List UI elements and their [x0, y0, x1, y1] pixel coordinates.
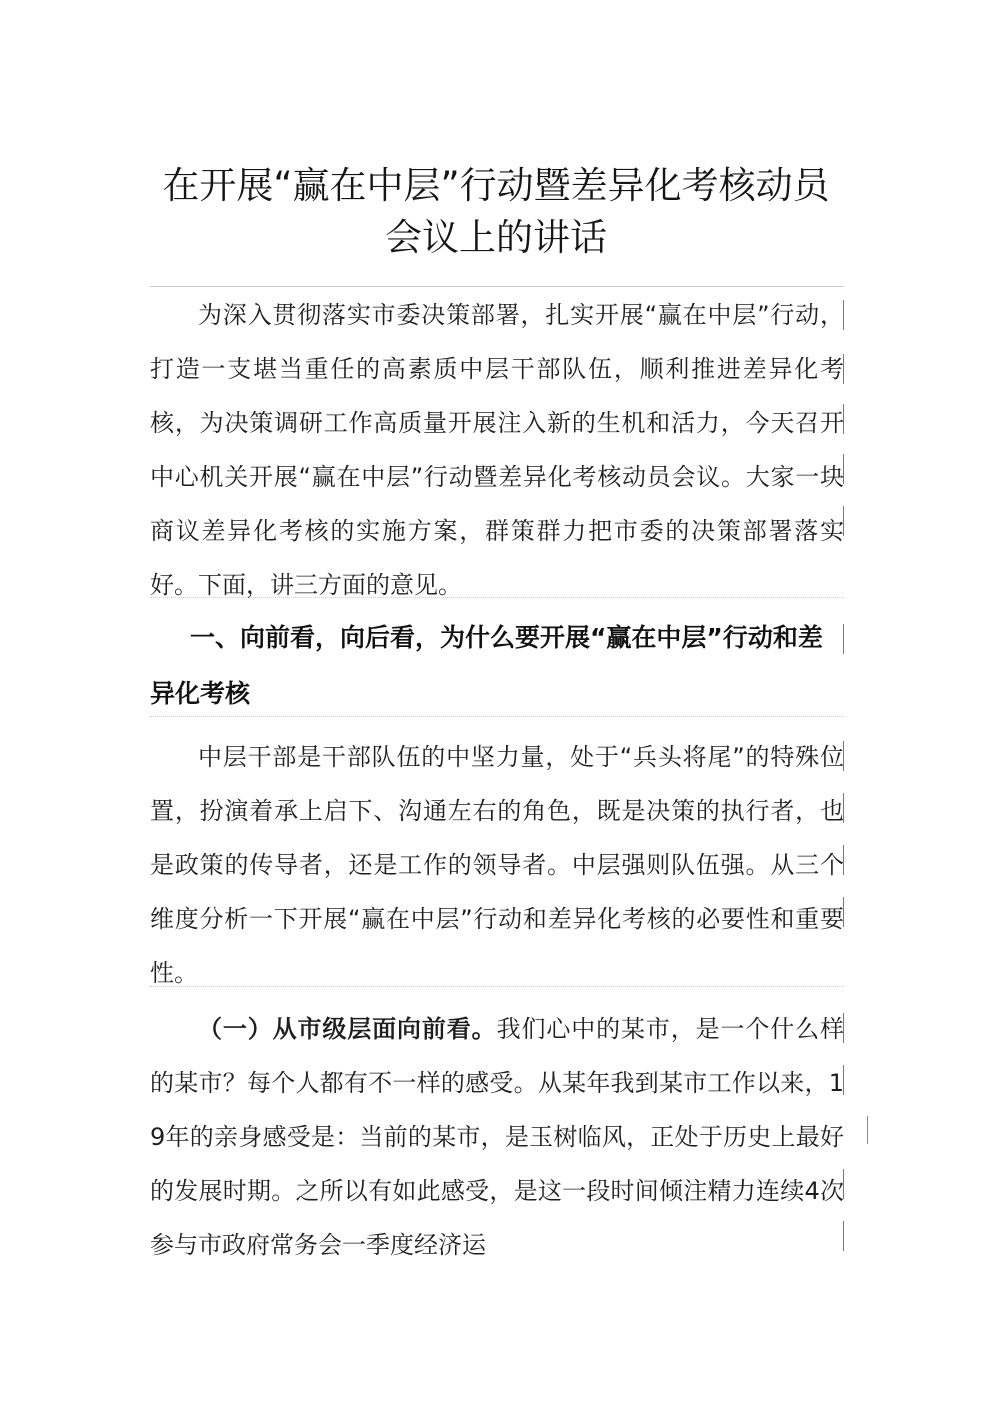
margin-marker	[843, 1013, 844, 1043]
margin-marker	[843, 897, 844, 927]
margin-marker	[843, 506, 844, 536]
section-divider	[150, 986, 844, 987]
margin-marker	[843, 404, 844, 434]
section-divider	[150, 597, 844, 598]
subsection1-paragraph	[150, 1002, 844, 1272]
margin-marker	[843, 793, 844, 823]
margin-marker	[843, 1065, 844, 1095]
section-heading-1: 一、向前看，向后看，为什么要开展“赢在中层”行动和差异化考核	[150, 623, 823, 708]
margin-marker	[843, 624, 844, 654]
title-line-1: 在开展“赢在中层”行动暨差异化考核动员	[162, 164, 830, 207]
margin-marker	[843, 845, 844, 875]
subsection1-text: 我们心中的某市，是一个什么样的某市？每个人都有不一样的感受。从某年我到某市工作以来，19年的亲身感受是：当前的某市，是玉树临风，正处于历史上最好的发展时期。之所以有如此感受，是这一段时间倾注精力连续4次参与市政府常务会一季度经济运	[150, 1015, 845, 1259]
section1-paragraph: 中层干部是干部队伍的中坚力量，处于“兵头将尾”的特殊位置，扮演着承上启下、沟通左右的角色，既是决策的执行者，也是政策的传导者，还是工作的领导者。中层强则队伍强。从三个维度分析一下开展“赢在中层”行动和差异化考核的必要性和重要性。	[150, 743, 844, 987]
margin-marker	[843, 354, 844, 384]
document-title	[120, 160, 872, 264]
margin-marker	[843, 454, 844, 484]
intro-paragraph: 为深入贯彻落实市委决策部署，扎实开展“赢在中层”行动，打造一支堪当重任的高素质中层干部队伍，顺利推进差异化考核，为决策调研工作高质量开展注入新的生机和活力，今天召开中心机关开展“赢在中层”行动暨差异化考核动员会议。大家一块商议差异化考核的实施方案，群策群力把市委的决策部署落实好。下面，讲三方面的意见。	[150, 301, 844, 599]
subsection1-lead: （一）从市级层面向前看。	[198, 1015, 497, 1043]
title-line-2: 会议上的讲话	[385, 216, 607, 259]
margin-marker	[843, 741, 844, 771]
margin-marker	[843, 1221, 844, 1251]
title-divider	[150, 286, 844, 287]
margin-marker	[843, 300, 844, 330]
margin-marker	[843, 1169, 844, 1199]
margin-marker	[867, 1116, 868, 1144]
section-divider	[150, 716, 844, 717]
